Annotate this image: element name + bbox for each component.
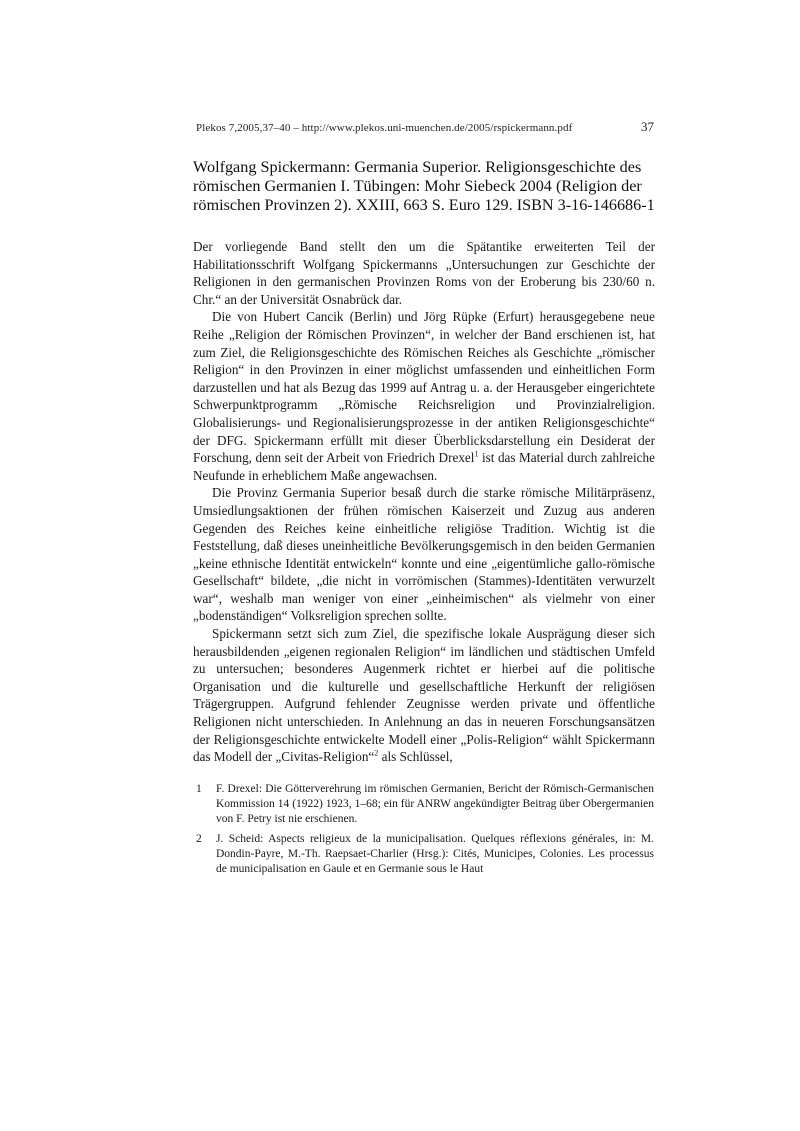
paragraph-4 — [193, 625, 655, 766]
paragraph-4-tail: als Schlüssel, — [378, 749, 453, 765]
paragraph-3: Die Provinz Germania Superior besaß durch die starke römische Militärpräsenz, Umsiedlungsaktionen der frühen römischen Kaiserzeit und Zuzug aus anderen Gegenden des Reiches keine einheitliche religiöse Tradition. Wichtig ist die Feststellung, daß dieses uneinheitliche Bevölkerungsgemisch in den beiden Germanien „keine ethnische Identität entwickeln“ konnte und eine „eigentümliche gallo-römische Gesellschaft“ bildete, „die nicht in vorrömischen (Stammes)-Identitäten verwurzelt war“, weshalb man weniger von einer „einheimischen“ als vielmehr von einer „bodenständigen“ Volksreligion sprechen sollte. — [193, 485, 655, 624]
footnotes — [196, 782, 654, 882]
footnote-text: F. Drexel: Die Götterverehrung im römischen Germanien, Bericht der Römisch-Germanischen Kommission 14 (1922) 1923, 1–68; ein für ANRW angekündigter Beitrag über Obergermanien von F. Petry ist nie erschienen. — [216, 783, 654, 825]
footnote-1 — [196, 782, 654, 827]
running-head — [196, 119, 654, 135]
review-title: Wolfgang Spickermann: Germania Superior. Religionsgeschichte des römischen Germanien I. Tübingen: Mohr Siebeck 2004 (Religion der römischen Provinzen 2). XXIII, 663 S. Euro 129. ISBN 3-16-146686-1 — [193, 158, 655, 215]
footnote-ref-2: 2 — [374, 748, 379, 758]
page-number: 37 — [641, 119, 654, 134]
footnote-number: 1 — [196, 783, 202, 795]
paragraph-4-text: Spickermann setzt sich zum Ziel, die spezifische lokale Ausprägung dieser sich herausbildenden „eigenen regionalen Religion“ im ländlichen und städtischen Umfeld zu untersuchen; besonderes Augenmerk richtet er hierbei auf die politische Organisation und die kulturelle und gesellschaftliche Herkunft der religiösen Trägergruppen. Aufgrund fehlender Zeugnisse werden private und öffentliche Religionen nicht unterschieden. In Anlehnung an das in neueren Forschungsansätzen der Religionsgeschichte entwickelte Modell einer „Polis-Religion“ wählt Spickermann das Modell der „Civitas-Religion“ — [193, 626, 655, 765]
footnote-number: 2 — [196, 833, 202, 845]
paragraph-2-text: Die von Hubert Cancik (Berlin) und Jörg Rüpke (Erfurt) herausgegebene neue Reihe „Religion der Römischen Provinzen“, in welcher der Band erschienen ist, hat zum Ziel, die Religionsgeschichte des Römischen Reiches als Geschichte „römischer Religion“ in den Provinzen in einer möglichst umfassenden und einheitlichen Form darzustellen und hat als Bezug das 1999 auf Antrag u. a. der Herausgeber eingerichtete Schwerpunktprogramm „Römische Reichsreligion und Provinzialreligion. Globalisierungs- und Regionalisierungsprozesse in der antiken Religionsgeschichte“ der DFG. Spickermann erfüllt mit dieser Überblicksdarstellung ein Desiderat der Forschung, denn seit der Arbeit von Friedrich Drexel — [193, 309, 655, 466]
footnote-ref-1: 1 — [474, 449, 479, 459]
footnote-2 — [196, 832, 654, 877]
review-body — [193, 238, 655, 766]
paragraph-1: Der vorliegende Band stellt den um die Spätantike erweiterten Teil der Habilitationsschrift Wolfgang Spickermanns „Untersuchungen zur Geschichte der Religionen in den germanischen Provinzen Roms von der Eroberung bis 230/60 n. Chr.“ an der Universität Osnabrück dar. — [193, 239, 655, 307]
paragraph-2 — [193, 308, 655, 484]
paragraph-2-tail: ist das Material durch zahlreiche Neufunde in erheblichem Maße angewachsen. — [193, 450, 655, 483]
footnote-text: J. Scheid: Aspects religieux de la municipalisation. Quelques réflexions générales, in: M. Dondin-Payre, M.-Th. Raepsaet-Charlier (Hrsg.): Cités, Municipes, Colonies. Les processus de municipalisation en Gaule et en Germanie sous le Haut — [216, 833, 654, 875]
journal-reference: Plekos 7,2005,37–40 – http://www.plekos.uni-muenchen.de/2005/rspickermann.pdf — [196, 122, 573, 134]
